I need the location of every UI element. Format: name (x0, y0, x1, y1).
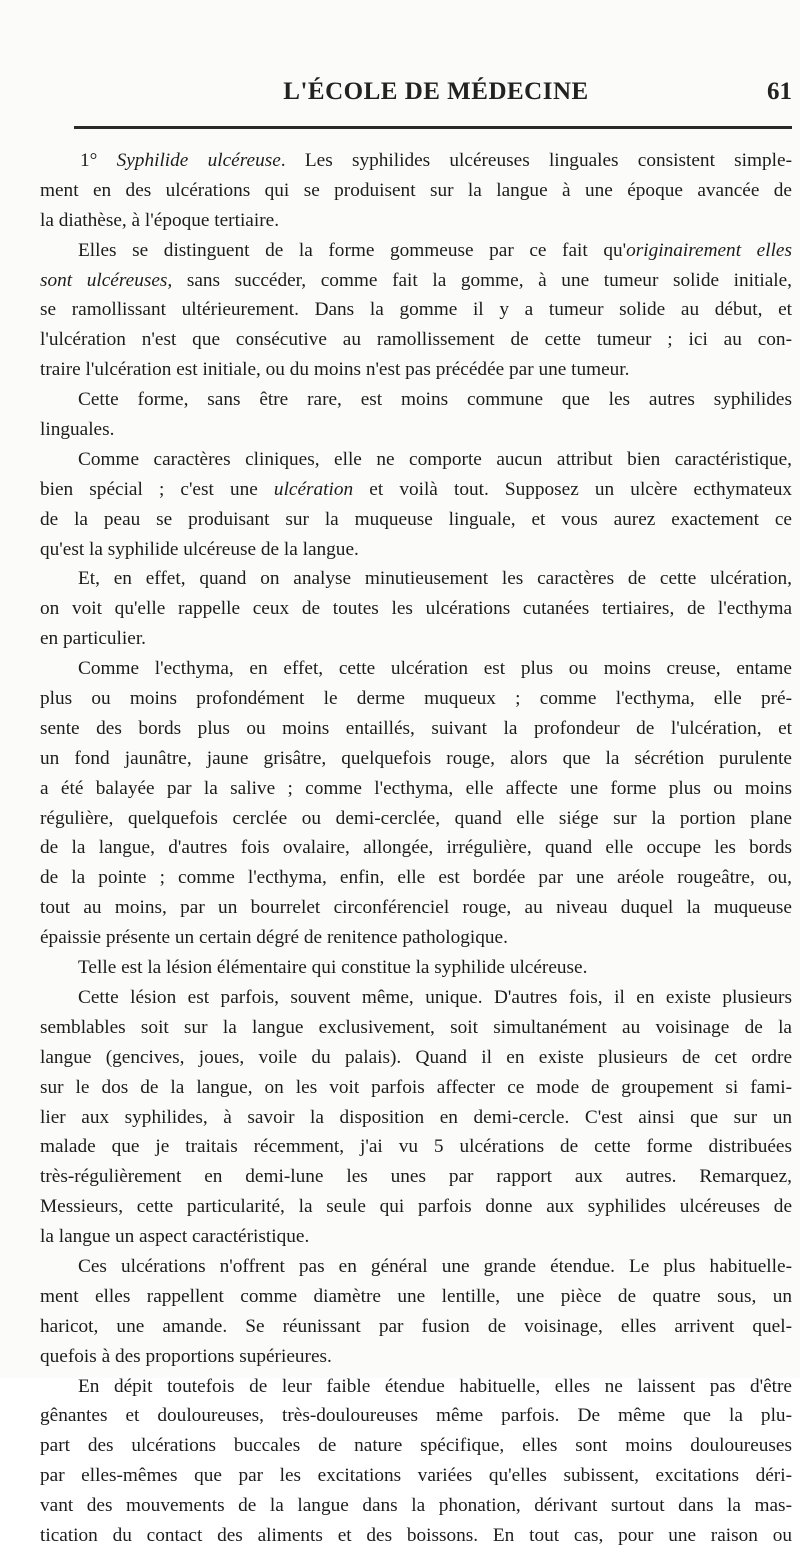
text-line (40, 624, 792, 654)
line-text: langue (gencives, joues, voile du palais). Quand il en existe plusieurs de cet ordre (40, 1046, 792, 1068)
line-text: semblables soit sur la langue exclusivement, soit simultanément au voisinage de la (40, 1016, 792, 1038)
text-line (40, 1342, 792, 1372)
line-text: on voit qu'elle rappelle ceux de toutes les ulcérations cutanées tertiaires, de l'ecthyma (40, 598, 792, 620)
text-line (40, 1431, 792, 1461)
text-line (40, 684, 792, 714)
text-line (40, 1103, 792, 1133)
running-head-title: L'ÉCOLE DE MÉDECINE (283, 78, 589, 105)
text-line (40, 325, 792, 355)
line-text: part des ulcérations buccales de nature spécifique, elles sont moins douloureuses (40, 1435, 792, 1457)
italic-emphasis: sont ulcéreuses, (40, 269, 173, 291)
line-text: ment en des ulcérations qui se produisent sur la langue à une époque avancée de (40, 179, 792, 201)
text-line (40, 1491, 792, 1521)
text-line (40, 953, 792, 983)
line-text: gênantes et douloureuses, très-douloureuses même parfois. De même que la plu- (40, 1405, 792, 1427)
text-line (40, 415, 792, 445)
body-text (40, 146, 792, 1551)
line-text: régulière, quelquefois cerclée ou demi-cerclée, quand elle siége sur la portion plane (40, 807, 792, 829)
text-line (40, 535, 792, 565)
line-text: En dépit toutefois de leur faible étendue habituelle, elles ne laissent pas d'être (78, 1375, 792, 1397)
line-text: malade que je traitais récemment, j'ai vu 5 ulcérations de cette forme distribuées (40, 1136, 792, 1158)
italic-emphasis: Syphilide ulcéreuse (116, 150, 281, 171)
text-line (40, 774, 792, 804)
page-number: 61 (767, 78, 792, 105)
text-line (40, 266, 792, 296)
text-line (40, 1461, 792, 1491)
text-line (40, 1282, 792, 1312)
line-text: a été balayée par la salive ; comme l'ecthyma, elle affecte une forme plus ou moins (40, 777, 792, 799)
text-line (40, 206, 792, 236)
line-text: un fond jaunâtre, jaune grisâtre, quelquefois rouge, alors que la sécrétion purulente (40, 747, 792, 769)
text-line (40, 385, 792, 415)
line-text-after: et voilà tout. Supposez un ulcère ecthymateux (353, 478, 793, 500)
running-head (80, 78, 792, 114)
text-line (40, 1252, 792, 1282)
line-text: haricot, une amande. Se réunissant par fusion de voisinage, elles arrivent quel- (40, 1315, 792, 1337)
text-line (40, 923, 792, 953)
text-line (40, 1372, 792, 1402)
text-line (40, 505, 792, 535)
text-line (40, 355, 792, 385)
text-line (40, 1073, 792, 1103)
text-line (40, 863, 792, 893)
text-line (40, 1162, 792, 1192)
text-line (40, 1222, 792, 1252)
text-line (40, 833, 792, 863)
text-line (40, 1192, 792, 1222)
line-text-after: sans succéder, comme fait la gomme, à une tumeur solide initiale, (172, 269, 792, 291)
line-text: épaissie présente un certain dégré de renitence pathologique. (40, 927, 508, 949)
line-text-before: bien spécial ; c'est une (40, 478, 274, 500)
text-line (40, 744, 792, 774)
text-line (40, 445, 792, 475)
text-line (40, 146, 792, 176)
line-text: tication du contact des aliments et des boissons. En tout cas, pour une raison ou (40, 1524, 792, 1546)
line-text: tout au moins, par un bourrelet circonférenciel rouge, au niveau duquel la muqueuse (40, 897, 792, 919)
text-line (40, 1013, 792, 1043)
line-text: ment elles rappellent comme diamètre une lentille, une pièce de quatre sous, un (40, 1285, 792, 1307)
text-line (40, 1401, 792, 1431)
text-line (40, 1521, 792, 1551)
line-text: lier aux syphilides, à savoir la disposition en demi-cercle. C'est ainsi que sur un (40, 1106, 792, 1128)
text-line (40, 176, 792, 206)
text-line (40, 893, 792, 923)
text-line (40, 983, 792, 1013)
line-text: se ramollissant ultérieurement. Dans la gomme il y a tumeur solide au début, et (40, 299, 792, 321)
line-text: Comme caractères cliniques, elle ne comporte aucun attribut bien caractéristique, (78, 448, 792, 470)
text-line (40, 714, 792, 744)
line-text: linguales. (40, 419, 115, 441)
header-rule (74, 126, 792, 129)
line-text: très-régulièrement en demi-lune les unes par rapport aux autres. Remarquez, (40, 1166, 792, 1188)
line-text: vant des mouvements de la langue dans la phonation, dérivant surtout dans la mas- (40, 1495, 792, 1517)
line-text: sur le dos de la langue, on les voit parfois affecter ce mode de groupement si fami- (40, 1076, 792, 1098)
text-line (40, 1312, 792, 1342)
line-text-before: Elles se distinguent de la forme gommeuse par ce fait qu' (78, 239, 627, 261)
line-text: la langue un aspect caractéristique. (40, 1226, 310, 1248)
text-line (40, 654, 792, 684)
line-text: de la langue, d'autres fois ovalaire, allongée, irrégulière, quand elle occupe les bords (40, 837, 792, 859)
line-text: de la peau se produisant sur la muqueuse linguale, et vous aurez exactement ce (40, 508, 792, 530)
line-text: Et, en effet, quand on analyse minutieusement les caractères de cette ulcération, (78, 568, 792, 590)
line-text: quefois à des proportions supérieures. (40, 1345, 332, 1367)
line-text: sente des bords plus ou moins entaillés, suivant la profondeur de l'ulcération, et (40, 717, 792, 739)
text-line (40, 295, 792, 325)
text-line (40, 804, 792, 834)
text-line (40, 1043, 792, 1073)
line-text: en particulier. (40, 628, 146, 650)
line-text: Cette lésion est parfois, souvent même, unique. D'autres fois, il en existe plusieurs (78, 986, 792, 1008)
text-line (40, 236, 792, 266)
line-text-before: 1° (80, 150, 117, 171)
line-text: traire l'ulcération est initiale, ou du moins n'est pas précédée par une tumeur. (40, 359, 630, 381)
italic-emphasis: originairement elles (626, 239, 792, 261)
line-text: Comme l'ecthyma, en effet, cette ulcération est plus ou moins creuse, entame (78, 658, 792, 680)
line-text-after: . Les syphilides ulcéreuses linguales consistent simple- (280, 150, 793, 171)
line-text: par elles-mêmes que par les excitations variées qu'elles subissent, excitations déri- (40, 1465, 792, 1487)
line-text: la diathèse, à l'époque tertiaire. (40, 209, 280, 231)
text-line (40, 1132, 792, 1162)
text-line (40, 594, 792, 624)
line-text: Telle est la lésion élémentaire qui constitue la syphilide ulcéreuse. (78, 957, 588, 979)
line-text: Cette forme, sans être rare, est moins commune que les autres syphilides (78, 389, 792, 411)
line-text: Ces ulcérations n'offrent pas en général une grande étendue. Le plus habituelle- (78, 1255, 792, 1277)
italic-emphasis: ulcération (273, 478, 354, 500)
text-line (40, 475, 792, 505)
line-text: qu'est la syphilide ulcéreuse de la langue. (40, 538, 359, 560)
text-line (40, 564, 792, 594)
line-text: Messieurs, cette particularité, la seule qui parfois donne aux syphilides ulcéreuses de (40, 1196, 792, 1218)
line-text: l'ulcération n'est que consécutive au ramollissement de cette tumeur ; ici au con- (40, 329, 792, 351)
line-text: de la pointe ; comme l'ecthyma, enfin, elle est bordée par une aréole rougeâtre, ou, (40, 867, 792, 889)
line-text: plus ou moins profondément le derme muqueux ; comme l'ecthyma, elle pré- (40, 688, 792, 710)
